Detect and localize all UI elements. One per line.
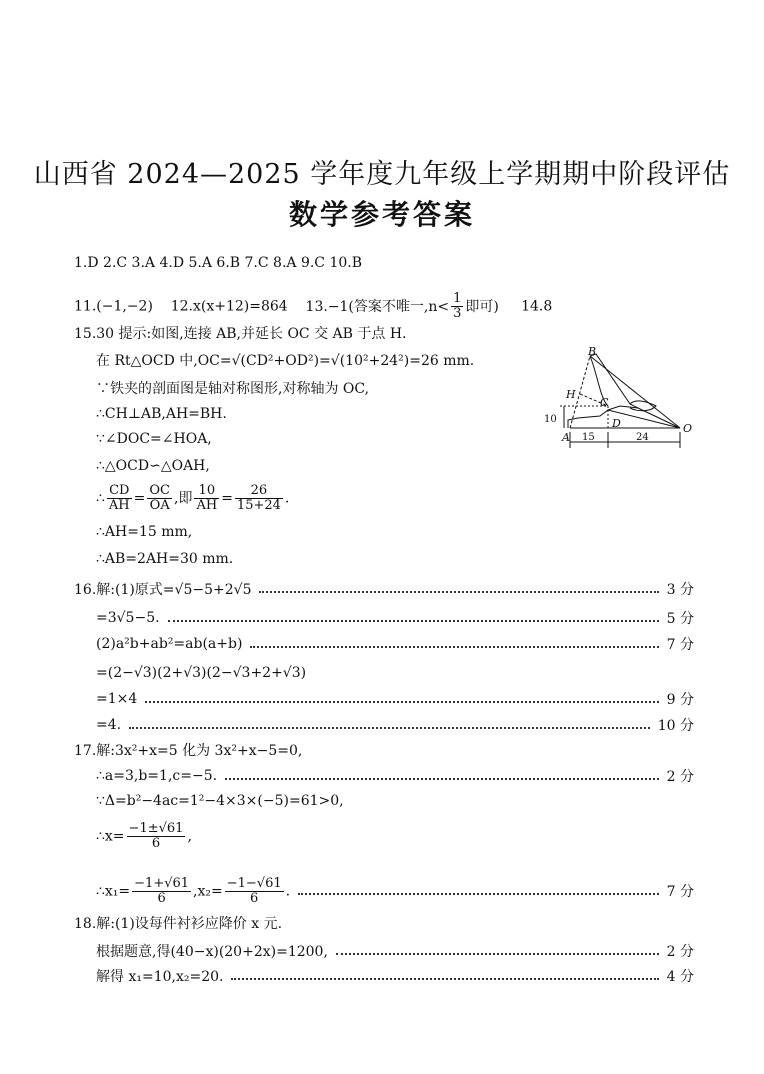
q16-row-3: (2)a²b+ab²=ab(a+b) 7 分	[96, 636, 694, 653]
answer-11: 11.(−1,−2)	[74, 298, 153, 315]
q16-row-5: =1×4 9 分	[96, 691, 694, 708]
page-subtitle: 数学参考答案	[288, 198, 475, 231]
q15-line-6: ∴△OCD∽△OAH,	[96, 458, 210, 474]
answer-14: 14.8	[521, 298, 553, 315]
page-title: 山西省 2024—2025 学年度九年级上学期期中阶段评估	[33, 159, 731, 190]
mc-answers: 1.D 2.C 3.A 4.D 5.A 6.B 7.C 8.A 9.C 10.B	[74, 255, 363, 271]
q17-row-1: 17.解:3x²+x=5 化为 3x²+x−5=0,	[74, 743, 303, 759]
label-o: O	[683, 422, 693, 435]
answer-12: 12.x(x+12)=864	[170, 298, 288, 315]
answer-13: 13.−1(答案不唯一,n< $\frac{1}{3}$ 即可)	[305, 291, 499, 321]
q18-row-3: 解得 x₁=10,x₂=20. 4 分	[96, 969, 694, 985]
label-10: 10	[544, 414, 557, 425]
q16-row-2: =3√5−5. 5 分	[96, 610, 694, 627]
q17-row-3: ∵Δ=b²−4ac=1²−4×3×(−5)=61>0,	[96, 793, 344, 809]
clip-figure	[538, 346, 698, 454]
q15-line-1: 15.30 提示:如图,连接 AB,并延长 OC 交 AB 于点 H.	[74, 326, 407, 342]
q15-line-3: ∵铁夹的剖面图是轴对称图形,对称轴为 OC,	[96, 381, 370, 397]
label-c: C	[600, 396, 609, 409]
q15-line-9: ∴AB=2AH=30 mm.	[96, 551, 234, 567]
q18-row-2: 根据题意,得(40−x)(20+2x)=1200, 2 分	[96, 944, 694, 960]
q15-line-8: ∴AH=15 mm,	[96, 524, 193, 540]
label-24: 24	[636, 432, 649, 443]
label-h: H	[566, 388, 576, 401]
label-a: A	[562, 431, 570, 444]
q18-row-1: 18.解:(1)设每件衬衫应降价 x 元.	[74, 916, 283, 932]
q16-row-4: =(2−√3)(2+√3)(2−√3+2+√3)	[96, 665, 307, 681]
q15-line-4: ∴CH⊥AB,AH=BH.	[96, 406, 227, 422]
clip-lower	[568, 406, 680, 428]
fill-answers	[74, 292, 552, 321]
q16-row-1: 16.解:(1)原式=√5−5+2√5 3 分	[74, 582, 694, 598]
q16-row-6: =4. 10 分	[96, 717, 694, 734]
label-15: 15	[582, 432, 595, 443]
q17-row-4: ∴x= $\frac{-1\pm√61}{6}$ ,	[96, 821, 192, 851]
q17-row-2: ∴a=3,b=1,c=−5. 2 分	[96, 768, 694, 785]
q15-line-7: ∴ $\frac{CD}{AH}$ = $\frac{OC}{OA}$ ,即 $\frac{10}{AH}$ = $\frac{26}{15+24}$ .	[96, 483, 290, 513]
q15-line-2: 在 Rt△OCD 中,OC=√(CD²+OD²)=√(10²+24²)=26 mm.	[96, 353, 475, 369]
label-d: D	[612, 417, 621, 430]
label-b: B	[588, 346, 597, 358]
q17-row-5: ∴x₁= $\frac{-1+√61}{6}$ ,x₂= $\frac{-1-√61}{6}$ . 7 分	[96, 875, 694, 906]
q15-line-5: ∵∠DOC=∠HOA,	[96, 431, 212, 447]
